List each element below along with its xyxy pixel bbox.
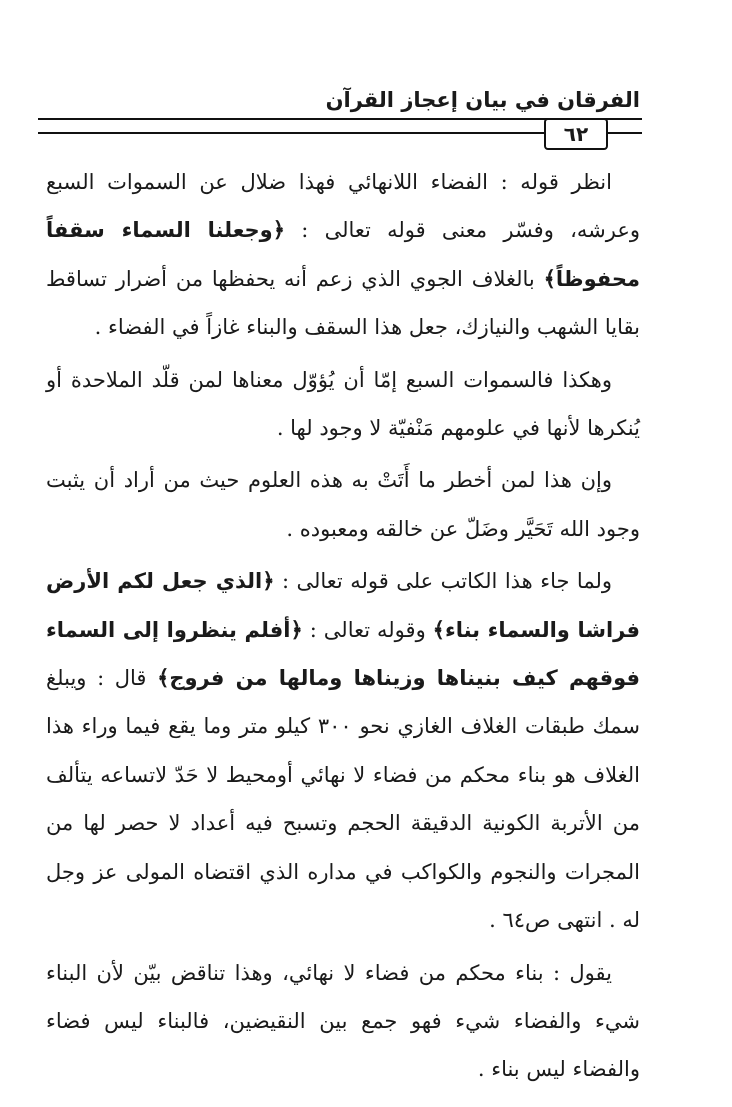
paragraph-3 [46,456,640,553]
paragraph-4-text: ولما جاء هذا الكاتب على قوله تعالى : [274,569,612,594]
paragraph-3-text: وإن هذا لمن أخطر ما أَتَتْ به هذه العلوم حيث من أراد أن يثبت وجود الله تَحَيَّر وضَلّ عن خالقه ومعبوده . [46,468,640,541]
quran-verse: ﴿وجعلنا السماء سقفاً محفوظاً﴾ [46,218,640,291]
paragraph-2 [46,356,640,453]
running-title: الفرقان في بيان إعجاز القرآن [325,88,640,112]
paragraph-4 [46,557,640,944]
page-number: ٦٢ [544,118,608,150]
quran-verse: ﴿أفلم ينظروا إلى السماء فوقهم كيف بنيناها وزيناها ومالها من فروج﴾ [46,617,640,691]
paragraph-4-text-end: قال : ويبلغ سمك طبقات الغلاف الغازي نحو ٣٠٠ كيلو متر وما يقع فيما وراء هذا الغلاف هو بناء محكم من فضاء لا نهائي أومحيط لا حَدّ لاتساعه يتألف من الأتربة الكونية الدقيقة الحجم وتسبح فيه أعداد لا حصر لها من المجرات والنجوم والكواكب في مداره الذي اقتضاه المولى عز وجل له . انتهى ص٦٤ . [46,666,640,933]
body-text [46,158,640,1094]
paragraph-1-text: انظر قوله : الفضاء اللانهائي فهذا ضلال عن السموات السبع وعرشه، وفسّر معنى قوله تعالى : [46,170,640,243]
paragraph-2-text: وهكذا فالسموات السبع إمّا أن يُؤوّل معناها لمن قلّد الملاحدة أو يُنكرها لأنها في علومهم مَنْفيّة لا وجود لها . [46,367,640,441]
paragraph-4-text-continued: وقوله تعالى : [302,617,433,642]
paragraph-1-text-continued: بالغلاف الجوي الذي زعم أنه يحفظها من أضرار تساقط بقايا الشهب والنيازك، جعل هذا السقف والبناء غازاً في الفضاء . [46,266,640,340]
quran-verse: ﴿الذي جعل لكم الأرض فراشا والسماء بناء﴾ [46,569,640,642]
paragraph-5-text: يقول : بناء محكم من فضاء لا نهائي، وهذا تناقض بيّن لأن البناء شيء والفضاء شيء فهو جمع بين النقيضين، فالبناء ليس فضاء والفضاء ليس بناء . [46,960,640,1082]
paragraph-1 [46,158,640,352]
paragraph-5 [46,949,640,1094]
